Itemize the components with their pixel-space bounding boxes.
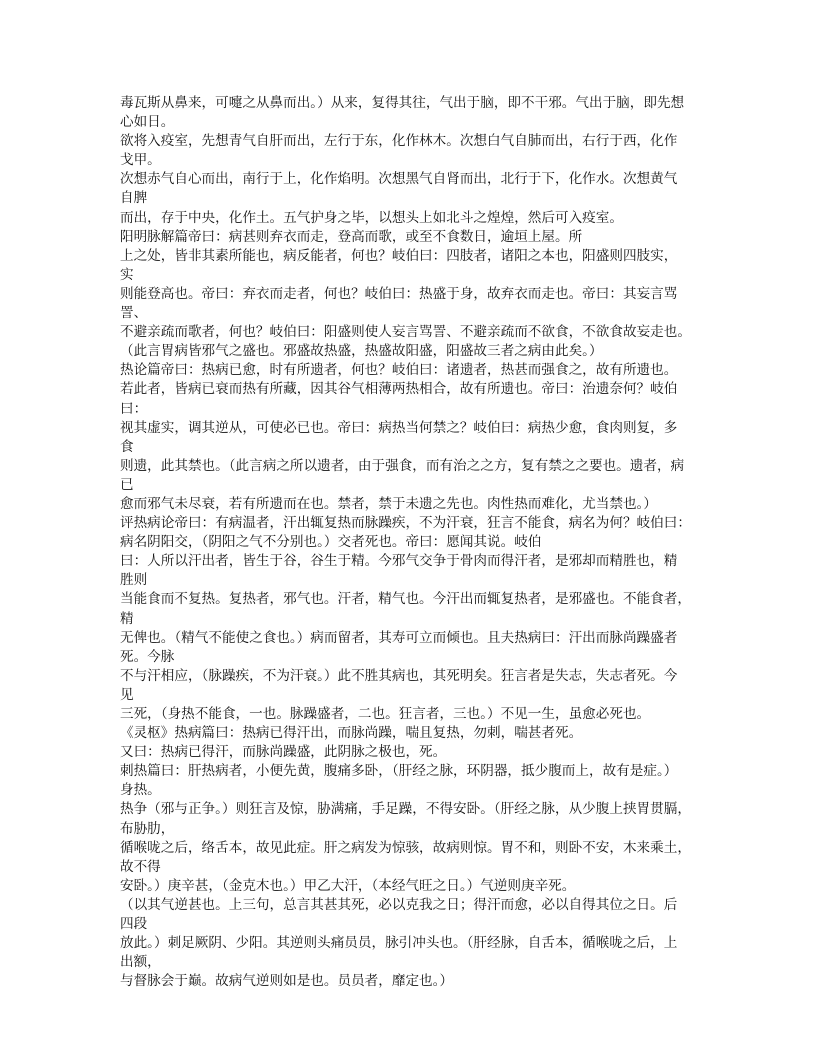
text-line: 当能食而不复热。复热者，邪气也。汗者，精气也。今汗出而辄复热者，是邪盛也。不能食者， [120, 591, 691, 608]
text-line: 刺热篇曰：肝热病者，小便先黄，腹痛多卧，（肝经之脉，环阴器，抵少腹而上，故有是症。） [120, 763, 678, 780]
text-line: 詈、 [120, 305, 148, 322]
text-line: 与督脉会于巅。故病气逆则如是也。员员者，靡定也。） [120, 973, 454, 990]
text-line: 死。今脉 [120, 648, 175, 665]
text-line: 食 [120, 438, 134, 455]
text-line: 实 [120, 266, 134, 283]
text-line: 愈而邪气未尽衰，若有所遗而在也。禁者，禁于未遗之先也。肉性热而难化，尤当禁也。） [120, 495, 657, 512]
text-line: 身热。 [120, 782, 161, 799]
text-line: 则能登高也。帝曰：弃衣而走者，何也？岐伯曰：热盛于身，故弃衣而走也。帝曰：其妄言骂 [120, 285, 678, 302]
text-line: 出额， [120, 954, 161, 971]
text-line: 无俾也。（精气不能使之食也。）病而留者，其寿可立而倾也。且夫热病曰：汗出而脉尚躁盛者 [120, 629, 678, 646]
text-line: 布胁肋， [120, 820, 175, 837]
text-line: 三死，（身热不能食，一也。脉躁盛者，二也。狂言者，三也。）不见一生，虽愈必死也。 [120, 706, 651, 722]
text-line: 曰： [120, 400, 148, 417]
text-line: 故不得 [120, 858, 161, 875]
text-line: 阳明脉解篇帝曰：病甚则弃衣而走，登高而歌，或至不食数日，逾垣上屋。所 [120, 228, 583, 245]
text-line: 热争（邪与正争。）则狂言及惊，胁满痛，手足躁，不得安卧。（肝经之脉，从少腹上挟胃贯膈， [120, 801, 691, 818]
text-line: （此言胃病皆邪气之盛也。邪盛故热盛，热盛故阳盛，阳盛故三者之病由此矣。） [120, 343, 603, 360]
text-line: 戈甲。 [120, 152, 161, 169]
text-line: 安卧。）庚辛甚，（金克木也。）甲乙大汗，（本经气旺之日。）气逆则庚辛死。 [120, 877, 576, 894]
text-line: 病名阴阳交，（阴阳之气不分别也。）交者死也。帝曰：愿闻其说。岐伯 [120, 534, 542, 551]
text-line: 则遗，此其禁也。（此言病之所以遗者，由于强食，而有治之之方，复有禁之之要也。遗者，病 [120, 457, 685, 474]
text-line: 放此。）刺足厥阴、少阳。其逆则头痛员员，脉引冲头也。（肝经脉，自舌本，循喉咙之后，上 [120, 935, 678, 952]
text-line: 《灵枢》热病篇曰：热病已得汗出，而脉尚躁，喘且复热，勿刺，喘甚者死。 [120, 725, 583, 742]
text-line: 而出，存于中央，化作土。五气护身之毕，以想头上如北斗之煌煌，然后可入疫室。 [120, 209, 623, 226]
text-line: （以其气逆甚也。上三句，总言其甚其死，必以克我之日；得汗而愈，必以自得其位之日。后 [120, 896, 678, 913]
text-line: 视其虚实，调其逆从，可使必已也。帝曰：病热当何禁之？岐伯曰：病热少愈，食肉则复，多 [120, 419, 678, 436]
text-line: 循喉咙之后，络舌本，故见此症。肝之病发为惊骇，故病则惊。胃不和，则卧不安，木来乘土， [120, 839, 691, 856]
text-line: 曰：人所以汗出者，皆生于谷，谷生于精。今邪气交争于骨肉而得汗者，是邪却而精胜也，精 [120, 553, 678, 570]
text-line: 胜则 [120, 572, 148, 589]
text-line: 毒瓦斯从鼻来，可嚏之从鼻而出。）从来，复得其往，气出于脑，即不干邪。气出于脑，即先想 [120, 95, 685, 111]
document-page [120, 94, 700, 991]
text-line: 次想赤气自心而出，南行于上，化作焰明。次想黑气自肾而出，北行于下，化作水。次想黄气 [120, 171, 678, 188]
text-line: 自脾 [120, 190, 148, 207]
text-line: 欲将入疫室，先想青气自肝而出，左行于东，化作林木。次想白气自肺而出，右行于西，化作 [120, 133, 678, 150]
text-line: 若此者，皆病已衰而热有所藏，因其谷气相薄两热相合，故有所遗也。帝曰：治遗奈何？岐伯 [120, 381, 678, 398]
text-line: 热论篇帝曰：热病已愈，时有所遗者，何也？岐伯曰：诸遗者，热甚而强食之，故有所遗也。 [120, 362, 678, 379]
text-line: 四段 [120, 916, 148, 933]
text-line: 评热病论帝曰：有病温者，汗出辄复热而脉躁疾，不为汗衰，狂言不能食，病名为何？岐伯曰： [120, 515, 691, 532]
text-line: 上之处，皆非其素所能也，病反能者，何也？岐伯曰：四肢者，诸阳之本也，阳盛则四肢实， [120, 247, 678, 264]
text-line: 不避亲疏而歌者，何也？岐伯曰：阳盛则使人妄言骂詈、不避亲疏而不欲食，不欲食故妄走也。 [120, 324, 691, 341]
text-line: 精 [120, 610, 134, 627]
text-line: 见 [120, 686, 134, 703]
text-line: 已 [120, 476, 134, 493]
text-line: 又曰：热病已得汗，而脉尚躁盛，此阴脉之极也，死。 [120, 744, 447, 761]
text-line: 心如日。 [120, 114, 175, 131]
text-line: 不与汗相应，（脉躁疾，不为汗衰。）此不胜其病也，其死明矣。狂言者是失志，失志者死。今 [120, 667, 678, 684]
